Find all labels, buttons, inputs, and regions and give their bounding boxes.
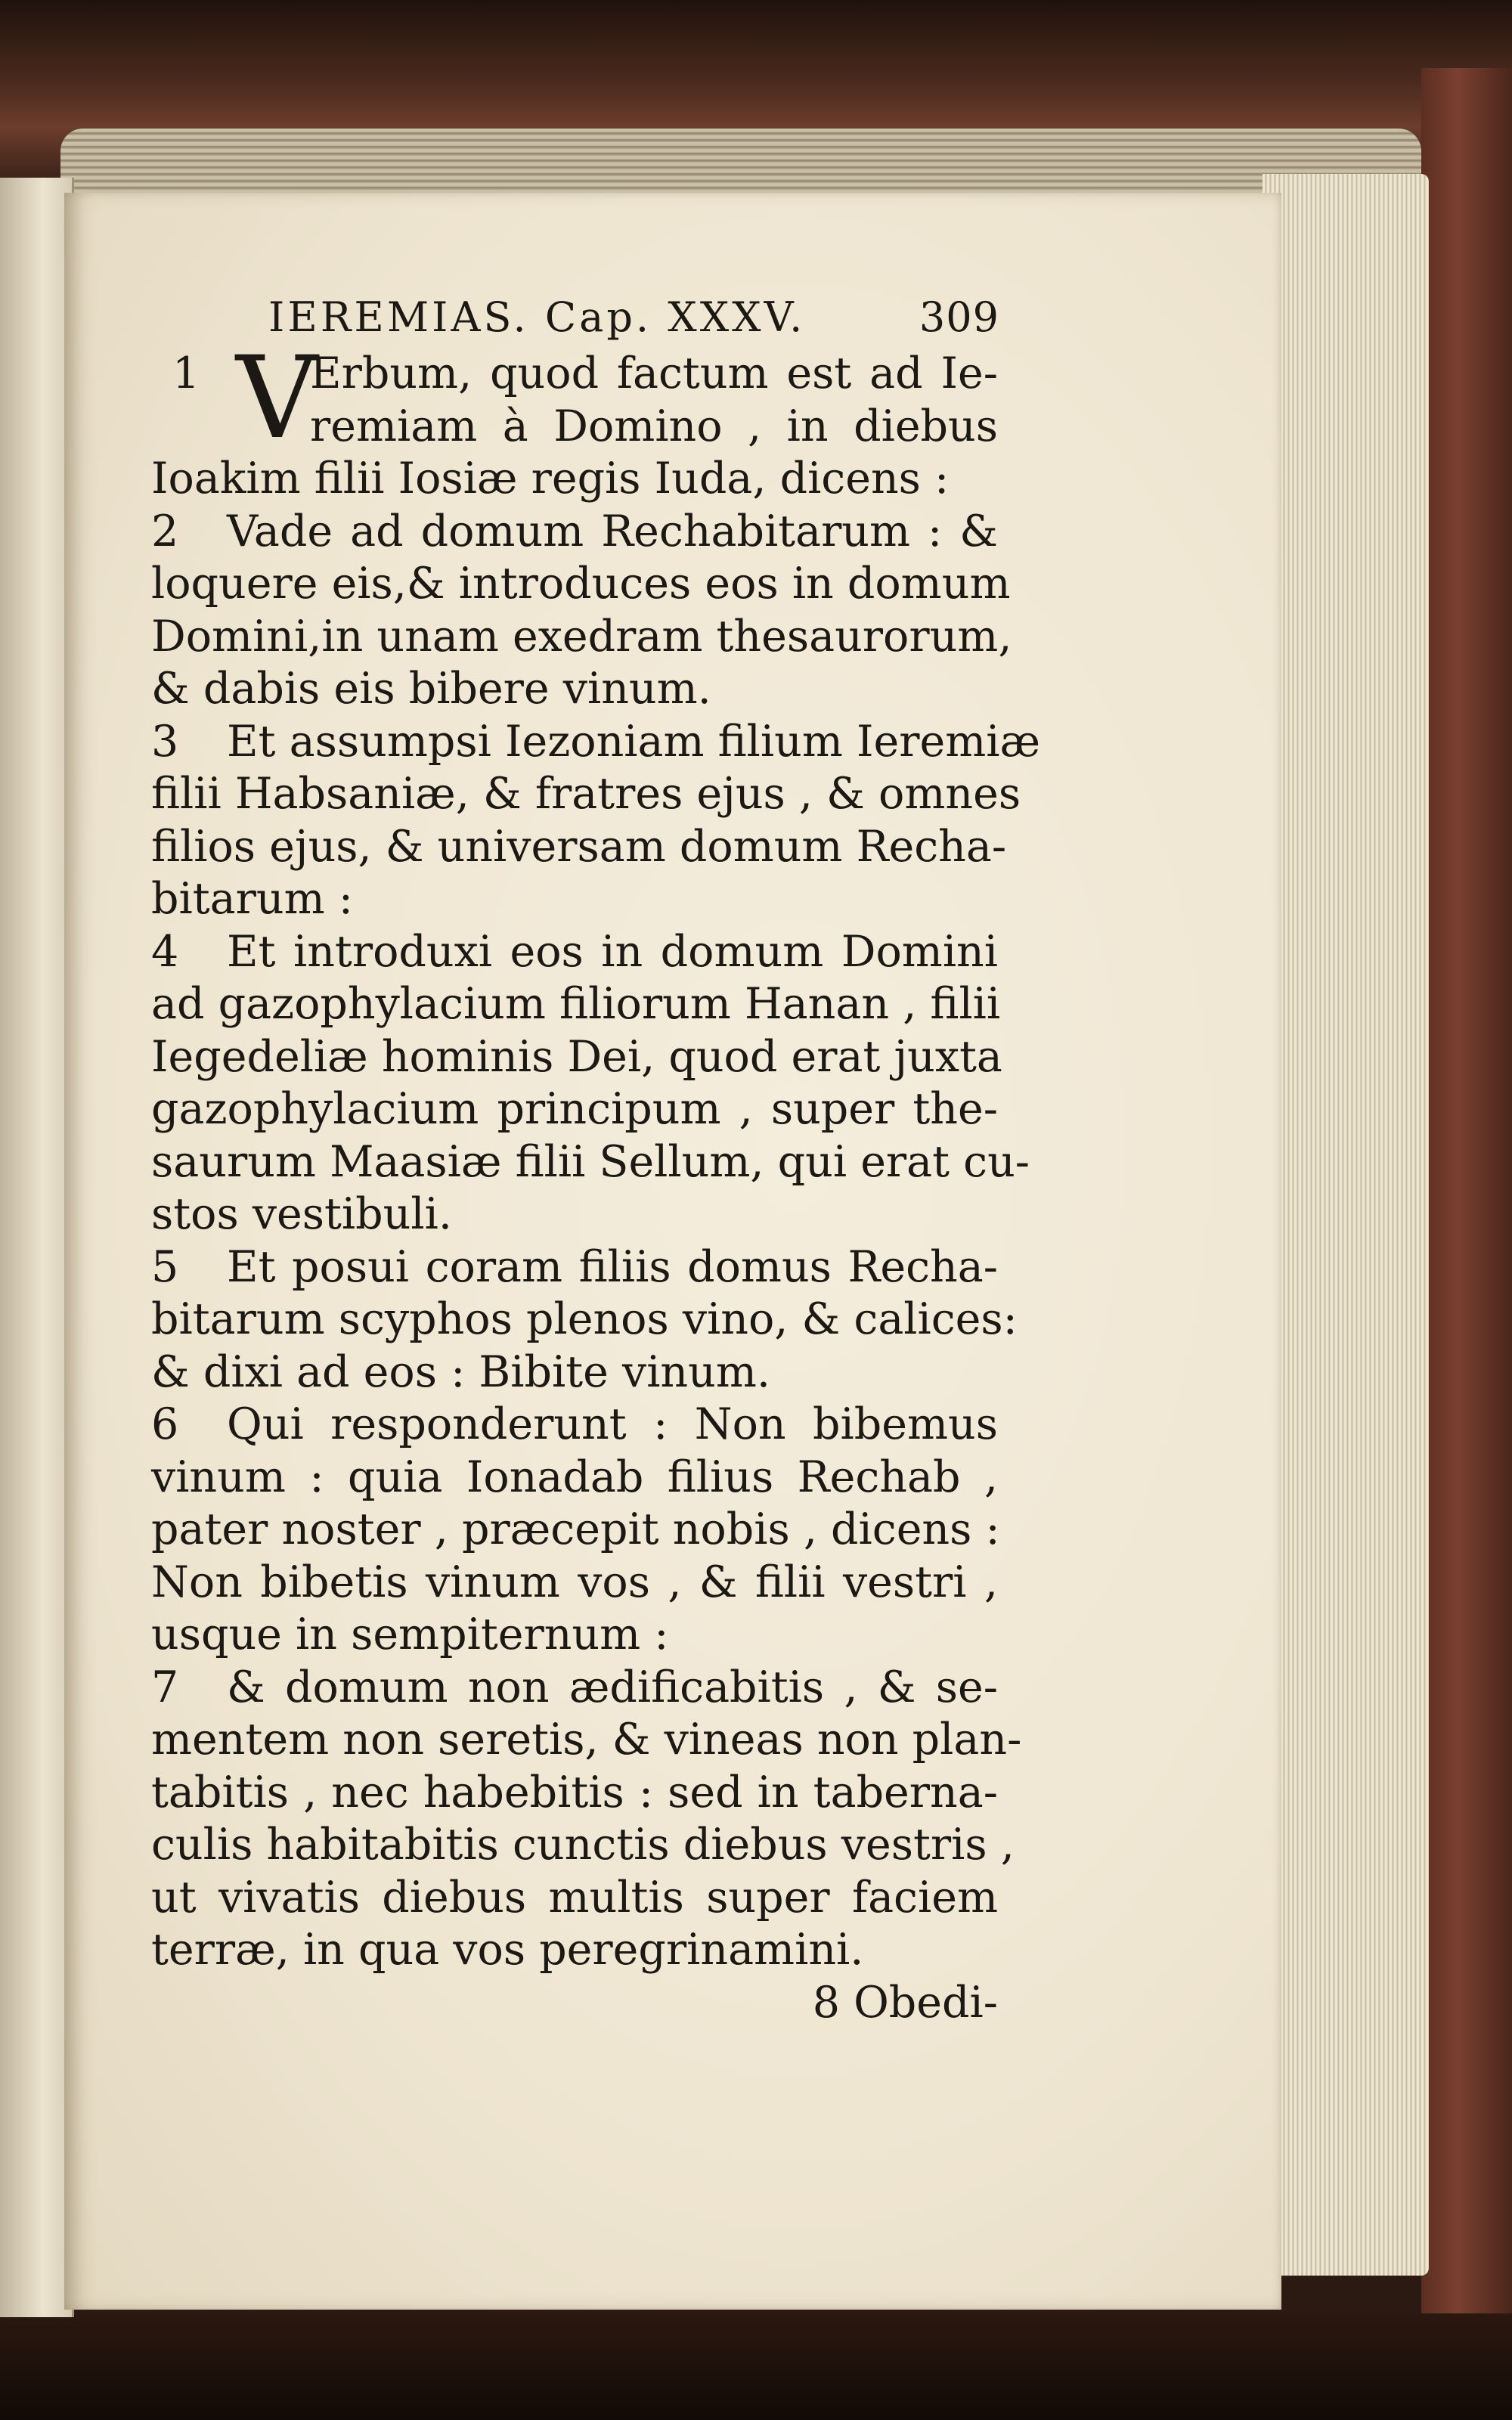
verse-line: Domini,in unam exedram thesaurorum, [151, 611, 1012, 662]
verse-number: 4 [151, 926, 179, 977]
verse-line: gazophylacium principum , super the- [151, 1084, 998, 1134]
verse-line: bitarum scyphos plenos vino, & calices: [151, 1294, 1018, 1344]
running-head-title: IEREMIAS. Cap. XXXV. [268, 293, 806, 341]
verse-number: 3 [151, 716, 179, 767]
verse-line: 5 Et posui coram filiis domus Recha- [151, 1241, 998, 1294]
verse-line: tabitis , nec habebitis : sed in taberna- [151, 1767, 998, 1817]
page-number: 309 [919, 293, 999, 341]
verse-line: filii Habsaniæ, & fratres ejus , & omnes [151, 769, 1021, 819]
verse-number: 6 [151, 1399, 179, 1449]
verse-line: 1 V Erbum, quod factum est ad Ie- [172, 333, 998, 464]
verse-line: 6 Qui responderunt : Non bibemus [151, 1399, 998, 1452]
verse-line: 2 Vade ad domum Rechabitarum : & [151, 506, 998, 559]
verse-line: ad gazophylacium filiorum Hanan , filii [151, 979, 1001, 1029]
verse-7 [151, 1662, 1022, 1977]
book-cover-right [1421, 68, 1512, 2336]
verse-line: usque in sempiternum : [151, 1610, 669, 1659]
drop-capital: V [236, 333, 318, 464]
page-edges-fore [1263, 174, 1429, 2276]
verse-line: Ioakim filii Iosiæ regis Iuda, dicens : [151, 454, 950, 504]
verse-5 [151, 1241, 1018, 1399]
verse-line: terræ, in qua vos peregrinamini. [151, 1925, 864, 1975]
verse-number: 5 [151, 1241, 179, 1292]
verse-line: bitarum : [151, 874, 353, 924]
verse-line: saurum Maasiæ filii Sellum, qui erat cu- [151, 1136, 1030, 1187]
verse-line: 7 & domum non ædificabitis , & se- [151, 1662, 998, 1715]
catchword: 8 Obedi- [812, 1977, 998, 2028]
verse-line: culis habitabitis cunctis diebus vestris , [151, 1820, 1015, 1870]
verse-4 [151, 926, 1030, 1241]
verse-line: Iegedeliæ hominis Dei, quod erat juxta [151, 1031, 1002, 1082]
background-bottom [0, 2313, 1512, 2420]
verse-line: & dixi ad eos : Bibite vinum. [151, 1346, 771, 1397]
verse-number: 7 [151, 1662, 179, 1712]
verse-line: filios ejus, & universam domum Recha- [151, 821, 1007, 872]
verse-line: pater noster , præcepit nobis , dicens : [151, 1504, 1000, 1554]
verse-line: remiam à Domino , in diebus [310, 401, 998, 451]
verse-number: 1 [172, 349, 200, 398]
verse-3 [151, 716, 1041, 926]
verse-line: ut vivatis diebus multis super faciem [151, 1872, 998, 1923]
verse-line: vinum : quia Ionadab filius Rechab , [151, 1452, 998, 1502]
page-text [151, 291, 1041, 2029]
verse-line: & dabis eis bibere vinum. [151, 664, 711, 714]
verse-line: loquere eis,& introduces eos in domum [151, 559, 1011, 609]
verse-number: 2 [151, 506, 179, 556]
facing-page-sliver [0, 178, 74, 2317]
verse-line: stos vestibuli. [151, 1189, 452, 1239]
page-edges-top [60, 129, 1421, 197]
verse-line: 4 Et introduxi eos in domum Domini [151, 926, 998, 979]
verse-line: 3 Et assumpsi Iezoniam filium Ieremiæ [151, 716, 998, 769]
verse-6 [151, 1399, 998, 1662]
verse-line: Non bibetis vinum vos , & filii vestri , [151, 1557, 998, 1607]
verse-line: mentem non seretis, & vineas non plan- [151, 1715, 1022, 1765]
verse-1 [151, 333, 998, 506]
verse-2 [151, 506, 1012, 716]
